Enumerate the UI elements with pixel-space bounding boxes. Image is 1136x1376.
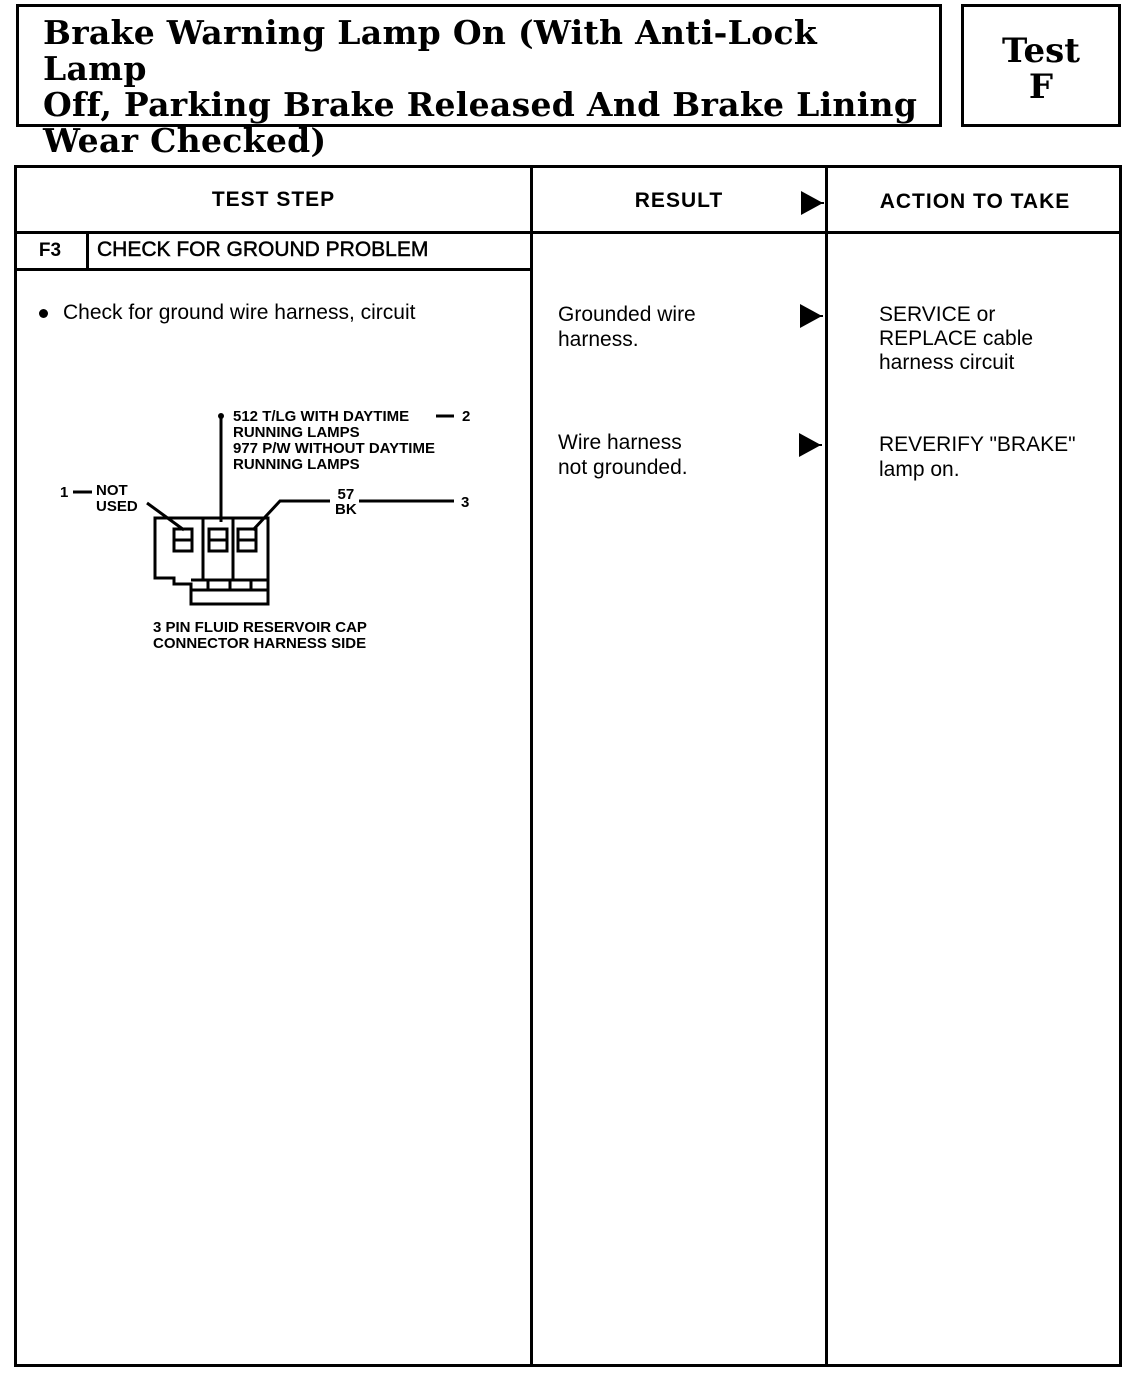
action-line: SERVICE or bbox=[879, 303, 996, 326]
step-id: F3 bbox=[38, 240, 62, 261]
title-line: Wear Checked) bbox=[43, 121, 327, 160]
step-instruction: Check for ground wire harness, circuit bbox=[63, 301, 416, 324]
pin2-wire-label: 512 T/LG WITH DAYTIME RUNNING LAMPS 977 P/W WITHOUT DAYTIME RUNNING LAMPS bbox=[233, 408, 435, 473]
title-line: Off, Parking Brake Released And Brake Lining bbox=[43, 85, 918, 124]
result-line: Grounded wire bbox=[558, 303, 696, 326]
result-header: RESULT bbox=[634, 189, 724, 212]
pin3-wire bbox=[253, 501, 330, 530]
pin1-number: 1 bbox=[60, 484, 69, 501]
action-line: lamp on. bbox=[879, 458, 960, 481]
step-title: CHECK FOR GROUND PROBLEM bbox=[97, 238, 429, 261]
action-line: harness circuit bbox=[879, 351, 1015, 374]
pin2-number: 2 bbox=[462, 408, 471, 425]
test-step-header: TEST STEP bbox=[211, 188, 336, 211]
test-label: Test bbox=[1002, 31, 1080, 71]
title-line: Brake Warning Lamp On (With Anti-Lock Lamp bbox=[43, 13, 818, 88]
action-line: REPLACE cable bbox=[879, 327, 1034, 350]
action-line: REVERIFY "BRAKE" bbox=[879, 433, 1076, 456]
result-line: harness. bbox=[558, 328, 639, 351]
test-id: F bbox=[1028, 67, 1054, 107]
pin3-wire-label: 57 BK bbox=[335, 486, 357, 518]
result-line: Wire harness bbox=[558, 431, 682, 454]
result-line: not grounded. bbox=[558, 456, 688, 479]
pin3-number: 3 bbox=[461, 494, 470, 511]
diagram-caption: 3 PIN FLUID RESERVOIR CAP CONNECTOR HARNESS SIDE bbox=[153, 619, 367, 652]
pin1-label: NOT USED bbox=[96, 482, 138, 515]
action-header: ACTION TO TAKE bbox=[879, 190, 1071, 213]
